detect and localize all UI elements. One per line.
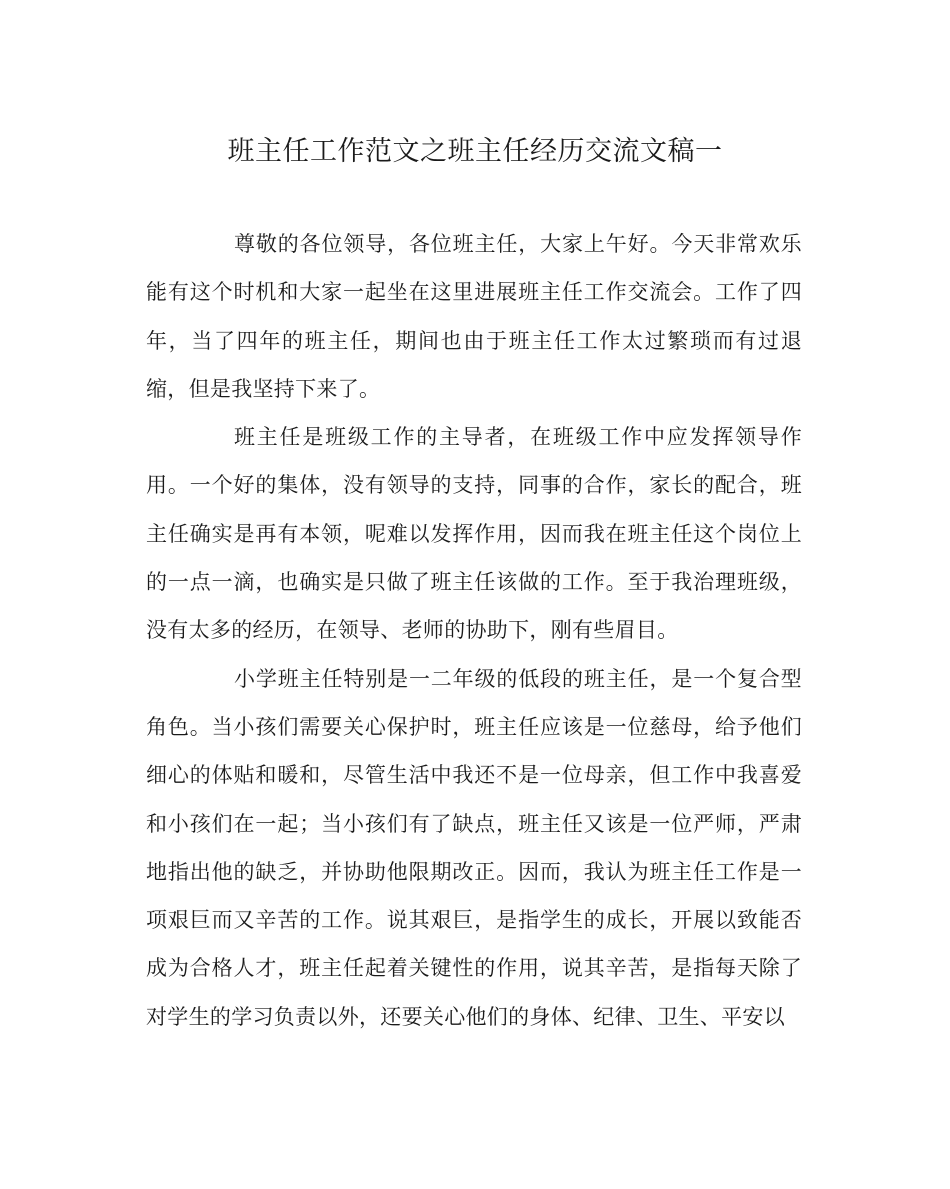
paragraph: 尊敬的各位领导，各位班主任，大家上午好。今天非常欢乐能有这个时机和大家一起坐在这里进展班主任工作交流会。工作了四年，当了四年的班主任，期间也由于班主任工作太过繁琐而有过退缩，但是我坚持下来了。 <box>146 232 802 401</box>
document-title: 班主任工作范文之班主任经历交流文稿一 <box>227 136 723 167</box>
paragraph: 小学班主任特别是一二年级的低段的班主任，是一个复合型角色。当小孩们需要关心保护时，班主任应该是一位慈母，给予他们细心的体贴和暖和，尽管生活中我还不是一位母亲，但工作中我喜爱和小孩们在一起；当小孩们有了缺点，班主任又该是一位严师，严肃地指出他的缺乏，并协助他限期改正。因而，我认为班主任工作是一项艰巨而又辛苦的工作。说其艰巨，是指学生的成长，开展以致能否成为合格人才，班主任起着关键性的作用，说其辛苦，是指每天除了对学生的学习负责以外，还要关心他们的身体、纪律、卫生、平安以 <box>146 666 802 1029</box>
document-body <box>146 220 802 1041</box>
paragraph: 班主任是班级工作的主导者，在班级工作中应发挥领导作用。一个好的集体，没有领导的支持，同事的合作，家长的配合，班主任确实是再有本领，呢难以发挥作用，因而我在班主任这个岗位上的一点一滴，也确实是只做了班主任该做的工作。至于我治理班级，没有太多的经历，在领导、老师的协助下，刚有些眉目。 <box>146 425 802 643</box>
